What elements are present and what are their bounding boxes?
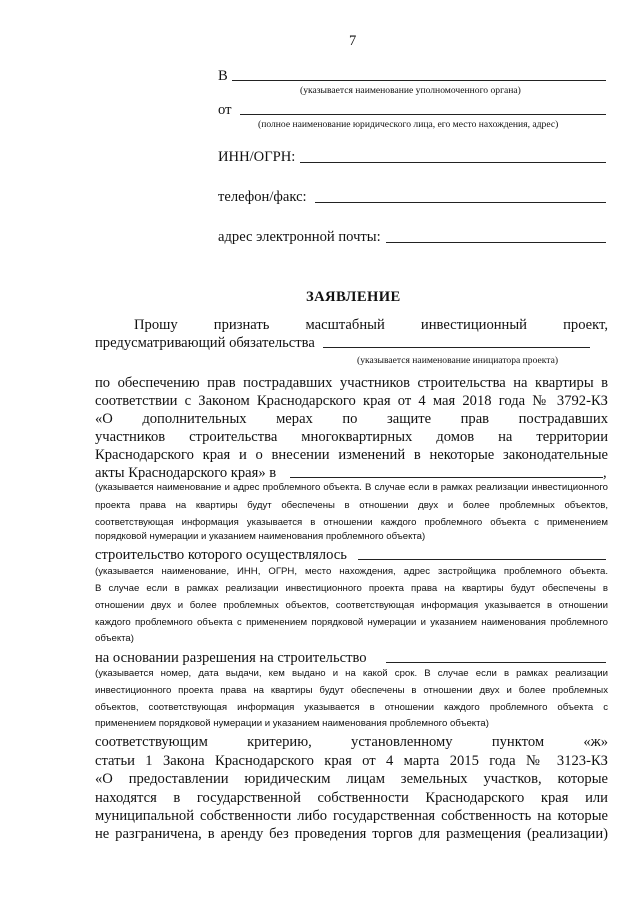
c3-line5: объекта) xyxy=(95,633,134,644)
from-prefix: от xyxy=(218,102,232,118)
from-caption: (полное наименование юридического лица, его место нахождения, адрес) xyxy=(258,119,559,130)
phone-fax-label: телефон/факс: xyxy=(218,189,307,205)
p2-line5: Краснодарского края и о внесении изменений в некоторые законодательные xyxy=(95,447,608,463)
p2-line6-comma: , xyxy=(603,465,607,481)
email-label: адрес электронной почты: xyxy=(218,229,381,245)
to-prefix: В xyxy=(218,68,228,84)
inn-ogrn-label: ИНН/ОГРН: xyxy=(218,149,296,165)
page-number: 7 xyxy=(349,33,357,49)
c3-line2: В случае если в рамках реализации инвестиционного проекта права на квартиры будут обеспечены в xyxy=(95,583,608,594)
c3-line3: отношении двух и более проблемных объектов, соответствующая информация указывается в отношении xyxy=(95,600,608,611)
initiator-caption: (указывается наименование инициатора проекта) xyxy=(357,355,559,366)
c4-line2: инвестиционного проекта права на квартиры будут обеспечены в отношении двух и более проблемных xyxy=(95,685,608,696)
p5-line5: муниципальной собственности либо государственная собственность на которые xyxy=(95,808,608,824)
p2-line6: акты Краснодарского края» в xyxy=(95,465,277,481)
c2-line2: проекта права на квартиры будут обеспечены в отношении двух и более проблемных объектов, xyxy=(95,500,608,511)
c4-line1: (указывается номер, дата выдачи, кем выдано и на какой срок. В случае если в рамках реализации xyxy=(95,668,608,679)
c2-line3: соответствующая информация указывается в отношении каждого проблемного объекта с применением xyxy=(95,517,608,528)
c4-line3: объектов, соответствующая информация указывается в отношении каждого проблемного объекта с xyxy=(95,702,608,713)
p5-line4: находятся в государственной собственности Краснодарского края или xyxy=(95,790,608,806)
developer-line[interactable] xyxy=(358,559,606,560)
document-title: ЗАЯВЛЕНИЕ xyxy=(306,289,401,305)
p4-line1: на основании разрешения на строительство xyxy=(95,650,367,666)
p2-line4: участников строительства многоквартирных домов на территории xyxy=(95,429,608,445)
problem-object-line[interactable] xyxy=(290,477,603,478)
initiator-line[interactable] xyxy=(323,347,590,348)
inn-ogrn-line[interactable] xyxy=(300,162,606,163)
p2-line3: «О дополнительных мерах по защите прав пострадавших xyxy=(95,411,608,427)
p2-line1: по обеспечению прав пострадавших участников строительства на квартиры в xyxy=(95,375,608,391)
p3-line1: строительство которого осуществлялось xyxy=(95,547,347,563)
c2-line4: порядковой нумерации и указанием наименования проблемного объекта) xyxy=(95,531,426,542)
p1-line2: предусматривающий обязательства xyxy=(95,335,315,351)
to-caption: (указывается наименование уполномоченного органа) xyxy=(300,85,521,96)
permit-line[interactable] xyxy=(386,662,606,663)
p1-line1: Прошу признать масштабный инвестиционный проект, xyxy=(134,317,608,333)
c2-line1: (указывается наименование и адрес проблемного объекта. В случае если в рамках реализации инвестиционного xyxy=(95,482,608,493)
p5-line6: не разграничена, в аренду без проведения торгов для размещения (реализации) xyxy=(95,826,608,842)
p5-line3: «О предоставлении юридическим лицам земельных участков, которые xyxy=(95,771,608,787)
email-line[interactable] xyxy=(386,242,606,243)
c3-line4: каждого проблемного объекта с применением порядковой нумерации и указанием наименования проблемного xyxy=(95,617,608,628)
c4-line4: применением порядковой нумерации и указанием наименования проблемного объекта) xyxy=(95,718,489,729)
p2-line2: соответствии с Законом Краснодарского края от 4 мая 2018 года № 3792-КЗ xyxy=(95,393,608,409)
from-applicant-line[interactable] xyxy=(240,114,606,115)
p5-line2: статьи 1 Закона Краснодарского края от 4 марта 2015 года № 3123-КЗ xyxy=(95,753,608,769)
p5-line1: соответствующим критерию, установленному пунктом «ж» xyxy=(95,734,608,750)
phone-fax-line[interactable] xyxy=(315,202,606,203)
c3-line1: (указывается наименование, ИНН, ОГРН, место нахождения, адрес застройщика проблемного объекта. xyxy=(95,566,608,577)
to-authority-line[interactable] xyxy=(232,80,606,81)
